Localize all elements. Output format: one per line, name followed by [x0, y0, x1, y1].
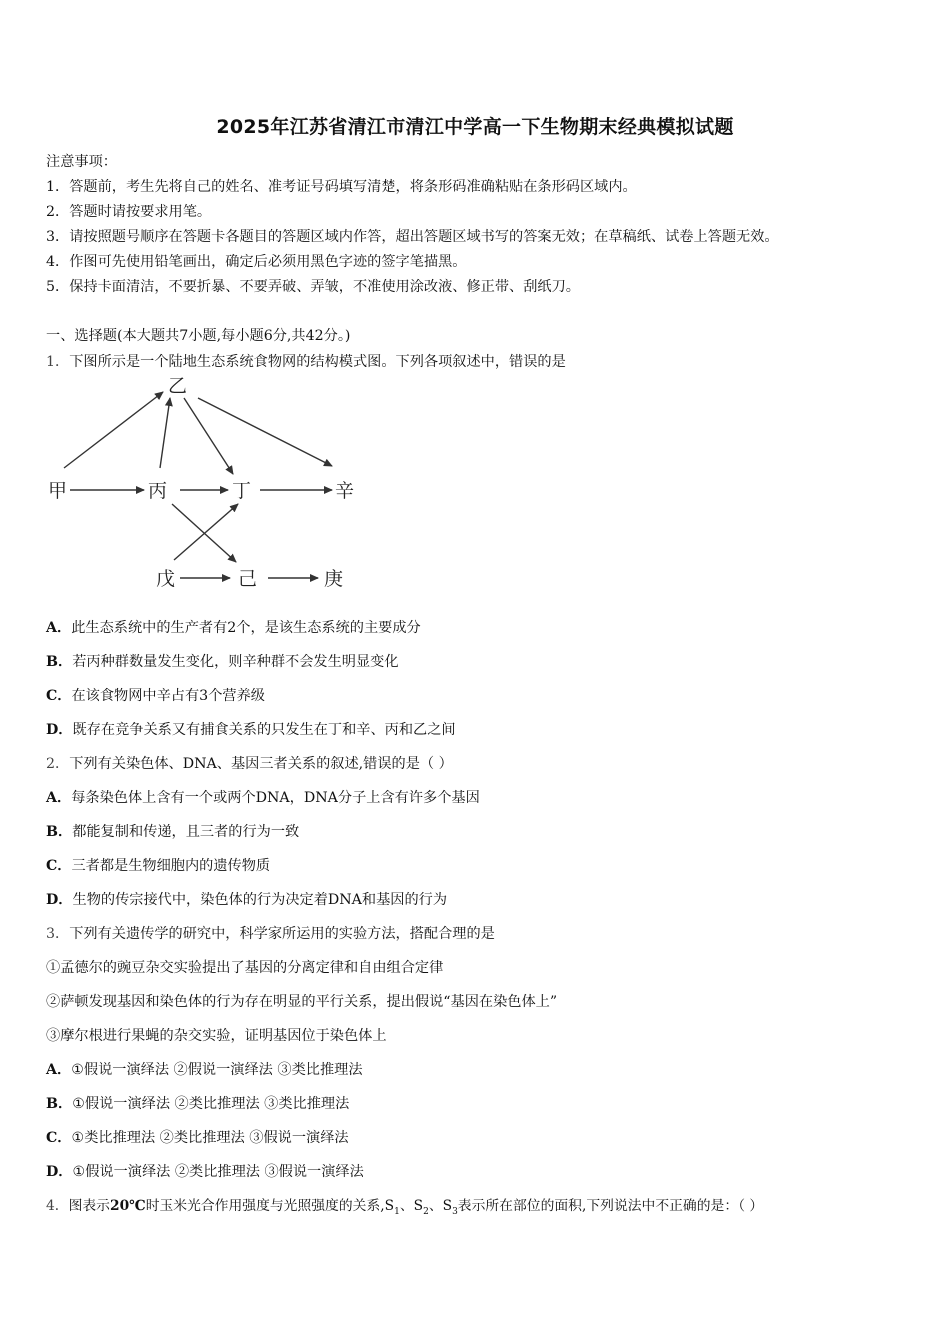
question-stem: 下列有关遗传学的研究中，科学家所运用的实验方法，搭配合理的是 — [69, 926, 495, 942]
notice-item-2: 2．答题时请按要求用笔。 — [46, 204, 212, 220]
question-stem-b: 时玉米光合作用强度与光照强度的关系,S — [145, 1198, 395, 1214]
q2-option-c — [46, 856, 270, 876]
option-letter: D． — [46, 1164, 73, 1180]
arrow-yi-ding — [184, 398, 233, 474]
arrow-yi-xin — [198, 398, 332, 466]
q3-option-c — [46, 1128, 349, 1148]
option-letter: A． — [46, 790, 72, 806]
page-title: 2025年江苏省清江市清江中学高一下生物期末经典模拟试题 — [216, 116, 734, 138]
node-xin: 辛 — [335, 480, 355, 502]
q1-option-a — [46, 618, 421, 638]
question-1 — [46, 352, 566, 372]
option-text: 此生态系统中的生产者有2个，是该生态系统的主要成分 — [71, 620, 421, 636]
question-number: 2． — [46, 756, 70, 772]
separator-2: 、S — [428, 1198, 453, 1214]
q2-option-d — [46, 890, 447, 910]
option-letter: C． — [46, 858, 72, 874]
option-text: 三者都是生物细胞内的遗传物质 — [71, 858, 271, 874]
option-text: ①假说一演绎法 ②类比推理法 ③类比推理法 — [72, 1096, 350, 1112]
arrow-jia-yi — [64, 392, 163, 468]
node-geng: 庚 — [324, 568, 344, 590]
q3-option-a — [46, 1060, 363, 1080]
q3-statement-2: ②萨顿发现基因和染色体的行为存在明显的平行关系，提出假说“基因在染色体上” — [46, 994, 558, 1010]
notice-item-3: 3．请按照题号顺序在答题卡各题目的答题区域内作答，超出答题区域书写的答案无效；在草稿纸、试卷上答题无效。 — [46, 229, 779, 245]
q1-option-d — [46, 720, 456, 740]
food-web-diagram — [40, 370, 380, 595]
option-letter: C． — [46, 688, 72, 704]
notice-item-4: 4．作图可先使用铅笔画出，确定后必须用黑色字迹的签字笔描黑。 — [46, 254, 467, 270]
subscript-3: 3 — [452, 1206, 458, 1217]
q3-statement-3: ③摩尔根进行果蝇的杂交实验，证明基因位于染色体上 — [46, 1028, 387, 1044]
node-jia: 甲 — [48, 480, 68, 502]
option-letter: D． — [46, 892, 73, 908]
option-letter: C． — [46, 1130, 72, 1146]
option-letter: B． — [46, 654, 73, 670]
option-text: ①假说一演绎法 ②假说一演绎法 ③类比推理法 — [71, 1062, 363, 1078]
node-bing: 丙 — [148, 480, 168, 502]
question-stem: 下图所示是一个陆地生态系统食物网的结构模式图。下列各项叙述中，错误的是 — [69, 354, 566, 370]
q1-option-c — [46, 686, 265, 706]
question-number: 1． — [46, 354, 70, 370]
question-stem-c: 表示所在部位的面积,下列说法中不正确的是：（ ） — [457, 1198, 764, 1214]
section-heading: 一、选择题(本大题共7小题,每小题6分,共42分。) — [46, 328, 351, 344]
question-4 — [46, 1196, 763, 1222]
option-text: ①类比推理法 ②类比推理法 ③假说一演绎法 — [71, 1130, 349, 1146]
option-letter: B． — [46, 824, 73, 840]
notice-item-5: 5．保持卡面清洁，不要折暴、不要弄破、弄皱，不准使用涂改液、修正带、刮纸刀。 — [46, 279, 580, 295]
question-stem-a: 图表示 — [68, 1198, 110, 1214]
option-text: ①假说一演绎法 ②类比推理法 ③假说一演绎法 — [72, 1164, 364, 1180]
node-ji: 己 — [238, 568, 258, 590]
q2-option-a — [46, 788, 480, 808]
option-text: 生物的传宗接代中，染色体的行为决定着DNA和基因的行为 — [72, 892, 448, 908]
question-3 — [46, 924, 495, 944]
option-text: 在该食物网中辛占有3个营养级 — [71, 688, 265, 704]
option-letter: A． — [46, 1062, 72, 1078]
question-2 — [46, 754, 453, 774]
temperature: 20℃ — [109, 1198, 146, 1214]
q1-option-b — [46, 652, 399, 672]
option-text: 每条染色体上含有一个或两个DNA，DNA分子上含有许多个基因 — [71, 790, 480, 806]
q3-option-d — [46, 1162, 364, 1182]
q3-option-b — [46, 1094, 349, 1114]
arrow-wu-ding — [174, 504, 238, 560]
option-letter: D． — [46, 722, 73, 738]
notice-item-1: 1．答题前，考生先将自己的姓名、准考证号码填写清楚，将条形码准确粘贴在条形码区域内。 — [46, 179, 637, 195]
option-text: 都能复制和传递，且三者的行为一致 — [72, 824, 300, 840]
question-number: 3． — [46, 926, 70, 942]
option-text: 既存在竞争关系又有捕食关系的只发生在丁和辛、丙和乙之间 — [72, 722, 456, 738]
option-letter: B． — [46, 1096, 73, 1112]
q3-statement-1: ①孟德尔的豌豆杂交实验提出了基因的分离定律和自由组合定律 — [46, 960, 444, 976]
subscript-2: 2 — [423, 1206, 429, 1217]
separator-1: 、S — [399, 1198, 424, 1214]
node-yi: 乙 — [168, 375, 188, 397]
question-stem: 下列有关染色体、DNA、基因三者关系的叙述,错误的是（ ） — [69, 756, 453, 772]
node-wu: 戊 — [156, 568, 176, 590]
option-letter: A． — [46, 620, 72, 636]
q2-option-b — [46, 822, 299, 842]
option-text: 若丙种群数量发生变化，则辛种群不会发生明显变化 — [72, 654, 399, 670]
notice-heading: 注意事项： — [46, 154, 117, 170]
question-number: 4． — [46, 1198, 69, 1214]
arrow-bing-yi — [160, 398, 170, 468]
node-ding: 丁 — [232, 480, 252, 502]
subscript-1: 1 — [394, 1206, 400, 1217]
